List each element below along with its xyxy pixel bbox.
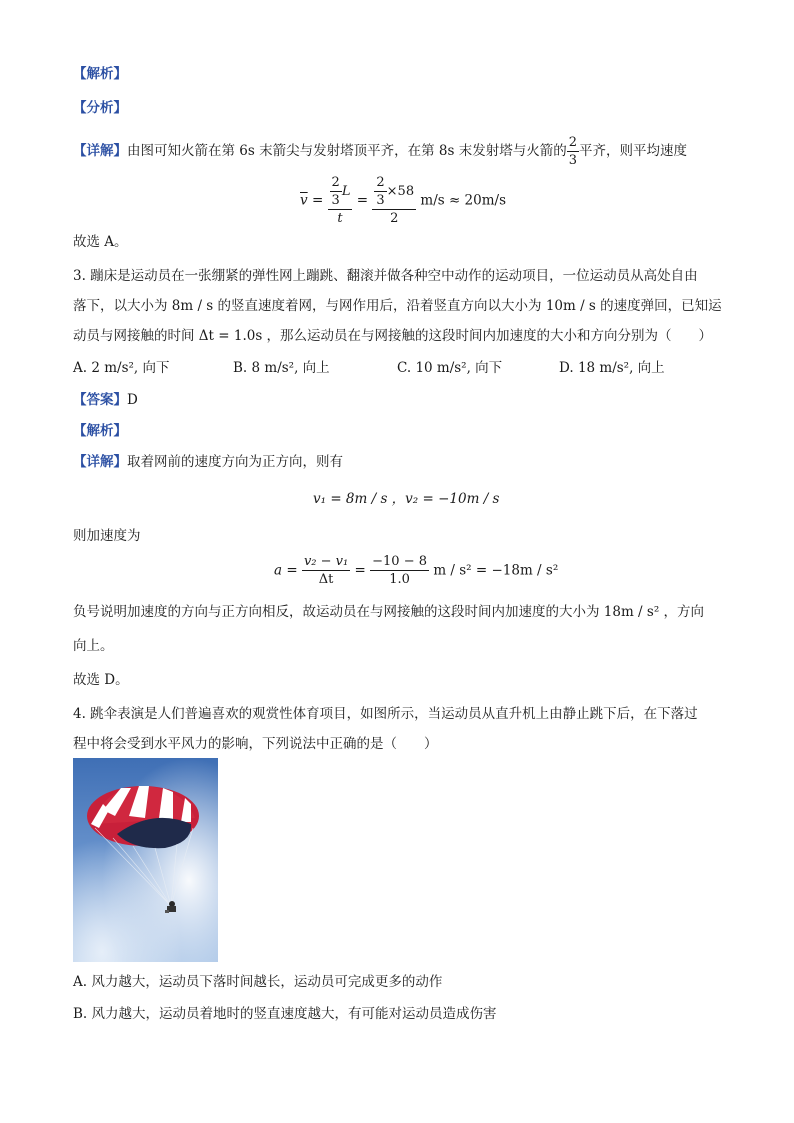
q2-detail-line [73, 134, 687, 169]
q2-detail-text-b: 平齐，则平均速度 [578, 143, 687, 159]
q4-option-b[interactable]: B. 风力越大，运动员着地时的竖直速度越大，有可能对运动员造成伤害 [73, 1006, 497, 1022]
answer-value: D [127, 392, 138, 408]
q3-answer [73, 390, 138, 410]
q3-jiexi-heading: 【解析】 [73, 423, 127, 439]
q3-stem-line-1: 3. 蹦床是运动员在一张绷紧的弹性网上蹦跳、翻滚并做各种空中动作的运动项目，一位运动员从高处自由 [73, 268, 698, 284]
q3-detail-line: 【详解】取着网前的速度方向为正方向，则有 [73, 454, 343, 470]
answer-tag: 【答案】 [73, 392, 127, 408]
xiangjie-tag: 【详解】 [73, 143, 127, 159]
velocity-equation: v₁ = 8m / s ，v₂ = −10m / s [313, 491, 500, 507]
q4-stem-line-1: 4. 跳伞表演是人们普遍喜欢的观赏性体育项目，如图所示，当运动员从直升机上由静止跳下后，在下落过 [73, 706, 698, 722]
fenxi-heading: 【分析】 [73, 100, 127, 116]
q3-explain-line-2: 向上。 [73, 638, 114, 654]
q3-explain-line-1: 负号说明加速度的方向与正方向相反，故运动员在与网接触的这段时间内加速度的大小为 18m / s² ，方向 [73, 604, 705, 620]
q3-option-a[interactable]: A. 2 m/s², 向下 [73, 360, 170, 376]
acceleration-equation: a = $\frac{\text{v₂ − v₁}}{\Delta t}$ = $\frac{-10 - 8}{1.0}$ m / s² = −18m / s² [274, 554, 559, 587]
q3-options [73, 358, 733, 378]
q3-option-c[interactable]: C. 10 m/s², 向下 [397, 360, 503, 376]
jiexi-heading: 【解析】 [73, 66, 127, 82]
q3-stem-line-3: 动员与网接触的时间 Δt = 1.0s ，那么运动员在与网接触的这段时间内加速度的大小和方向分别为（ ） [73, 328, 713, 344]
avg-velocity-equation: $\overline{v}$ = $\frac{2}{3}$ L t = $\frac{2}{3}$ ×58 2 m/s ≈ 20m/s [300, 175, 507, 226]
q3-option-d[interactable]: D. 18 m/s², 向上 [559, 360, 665, 376]
q2-answer-line: 故选 A。 [73, 234, 128, 250]
q4-stem-line-2: 程中将会受到水平风力的影响，下列说法中正确的是（ ） [73, 736, 438, 752]
q4-option-a[interactable]: A. 风力越大，运动员下落时间越长，运动员可完成更多的动作 [73, 974, 443, 990]
q2-detail-text-a: 由图可知火箭在第 6s 末箭尖与发射塔顶平齐，在第 8s 末发射塔与火箭的 [127, 143, 567, 159]
accel-intro: 则加速度为 [73, 528, 141, 544]
parachute-photo [73, 758, 218, 962]
q3-option-b[interactable]: B. 8 m/s², 向上 [233, 360, 330, 376]
q3-stem-line-2: 落下，以大小为 8m / s 的竖直速度着网，与网作用后，沿着竖直方向以大小为 10m / s 的速度弹回，已知运 [73, 298, 722, 314]
q3-answer-line: 故选 D。 [73, 672, 129, 688]
two-thirds-fraction: $\frac{2}{3}$ [568, 135, 577, 168]
